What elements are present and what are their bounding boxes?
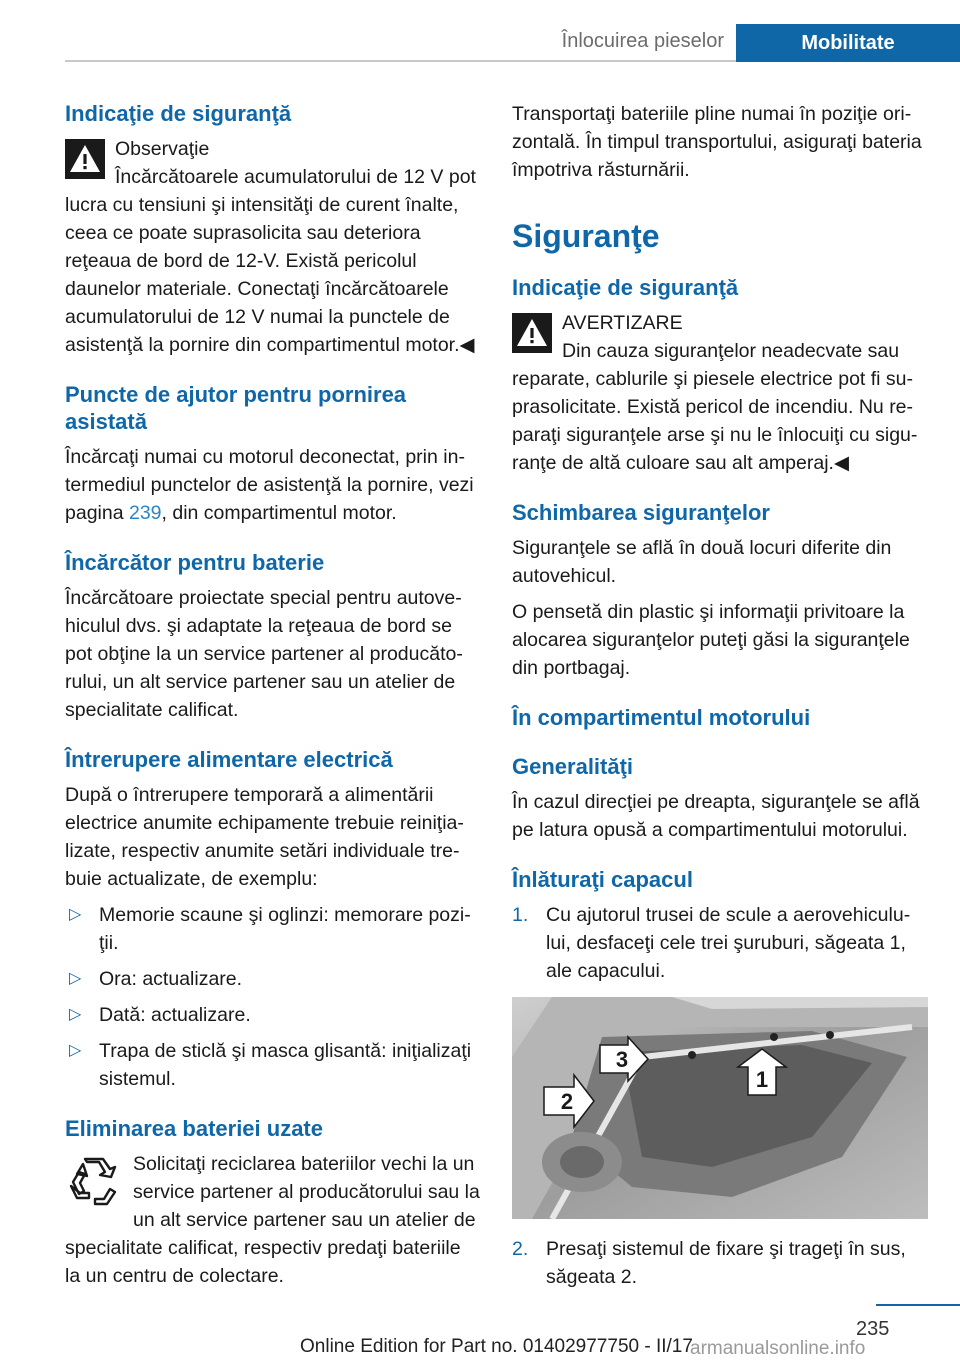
notice-block <box>65 135 480 359</box>
change-text-2: O pensetă din plastic şi informaţii privitoare la alocarea siguranţelor puteţi găsi la siguranţele din portbagaj. <box>512 601 910 679</box>
notice-text: Încărcătoarele acumulatorului de 12 V pot lucra cu tensiuni şi intensităţi de curent înalte, ceea ce poate suprasolicita sau deteriora reţeaua de bord de 12-V. Există pericolul daunelor materiale. Conectaţi încărcătoarele acumulatorului de 12 V numai la punctele de asistenţă la pornire din compartimentul motor.◀ <box>65 166 476 356</box>
edition-line: Online Edition for Part no. 01402977750 - II/17 <box>300 1336 693 1357</box>
transport-text: Transportaţi bateriile pline numai în poziţie orizontală. În timpul transportului, asiguraţi bateria împotriva răsturnării. <box>512 103 922 181</box>
engine-bay-photo <box>512 997 928 1219</box>
page-link[interactable]: 239 <box>128 502 162 524</box>
page-header <box>65 24 960 62</box>
arrow-label-1: 1 <box>755 1067 769 1092</box>
safety-heading: Indicaţie de siguranţă <box>65 101 292 126</box>
arrow-label-3: 3 <box>615 1047 629 1072</box>
general-heading: Generalităţi <box>512 754 634 779</box>
triangle-bullet-icon: ▷ <box>69 1042 82 1059</box>
jump-start-heading: Puncte de ajutor pentru pornirea asistată <box>65 382 407 434</box>
list-item: ▷ Memorie scaune şi oglinzi: memorare poziţii. <box>65 901 480 957</box>
warning-block <box>512 309 927 477</box>
disposal-text: Solicitaţi reciclarea bateriilor vechi la un service partener al producătorului sau la un alt service partener sau un atelier de specialitate calificat, respectiv predaţi bateriile la un centru de colectare. <box>65 1153 480 1287</box>
warning-text: Din cauza siguranţelor neadecvate sau reparate, cablurile şi piesele electrice pot fi suprasolicitate. Există pericol de incendiu. Nu reparaţi siguranţele arse şi nu le înlocuiţi cu siguranţe de altă culoare sau alt amperaj.◀ <box>512 340 918 474</box>
fuses-safety-heading: Indicaţie de siguranţă <box>512 275 739 300</box>
steps-list <box>512 901 927 985</box>
reinit-list <box>65 901 480 1093</box>
header-rule <box>65 60 736 62</box>
list-item: ▷ Ora: actualizare. <box>65 965 480 993</box>
triangle-bullet-icon: ▷ <box>69 1006 82 1023</box>
triangle-bullet-icon: ▷ <box>69 906 82 923</box>
charger-heading: Încărcător pentru baterie <box>65 550 325 575</box>
power-text: După o întrerupere temporară a alimentării electrice anumite echipamente trebuie reiniţializate, respectiv anumite setări individuale trebuie actualizate, de exemplu: <box>65 784 464 890</box>
recycle-icon <box>65 1154 121 1210</box>
disposal-heading: Eliminarea bateriei uzate <box>65 1116 323 1141</box>
section-title: Înlocuirea pieselor <box>561 30 724 52</box>
charger-text: Încărcătoare proiectate special pentru autovehiculul dvs. şi adaptate la reţeaua de bord se pot obţine la un service partener al producătorului, un alt service partener sau un atelier de specialitate calificat. <box>65 587 463 721</box>
list-item: 1. Cu ajutorul trusei de scule a aerovehiculului, desfaceţi cele trei şuruburi, săgeata 1, ale capacului. <box>512 904 911 982</box>
disposal-block <box>65 1150 480 1290</box>
page-number: 235 <box>856 1318 890 1340</box>
fuses-title: Siguranţe <box>512 218 660 254</box>
change-text-1: Siguranţele se află în două locuri diferite din autovehicul. <box>512 537 892 587</box>
chapter-tab[interactable]: Mobilitate <box>736 24 960 62</box>
jump-start-text: Încărcaţi numai cu motorul deconectat, prin intermediul punctelor de asistenţă la pornire, vezi pagina 239, din compartimentul motor. <box>65 446 474 524</box>
watermark: armanualsonline.info <box>690 1338 866 1359</box>
arrow-label-2: 2 <box>560 1089 574 1114</box>
left-column <box>65 100 480 1298</box>
warning-icon <box>65 139 105 179</box>
steps-list-cont <box>512 1235 927 1291</box>
general-text: În cazul direcţiei pe dreapta, siguranţele se află pe latura opusă a compartimentului motorului. <box>512 791 920 841</box>
engine-compartment-heading: În compartimentul motorului <box>512 705 811 730</box>
remove-cover-heading: Înlăturaţi capacul <box>512 867 693 892</box>
change-fuses-heading: Schimbarea siguranţelor <box>512 500 770 525</box>
list-item: ▷ Trapa de sticlă şi masca glisantă: iniţializaţi sistemul. <box>65 1037 480 1093</box>
warning-icon <box>512 313 552 353</box>
list-item: ▷ Dată: actualizare. <box>65 1001 480 1029</box>
list-item: 2. Presaţi sistemul de fixare şi trageţi în sus, săgeata 2. <box>512 1238 906 1288</box>
notice-label: Observaţie <box>115 138 210 160</box>
power-heading: Întrerupere alimentare electrică <box>65 747 393 772</box>
warning-label: AVERTIZARE <box>562 312 683 334</box>
triangle-bullet-icon: ▷ <box>69 970 82 987</box>
right-column <box>512 100 927 1299</box>
footer-rule <box>876 1304 960 1306</box>
